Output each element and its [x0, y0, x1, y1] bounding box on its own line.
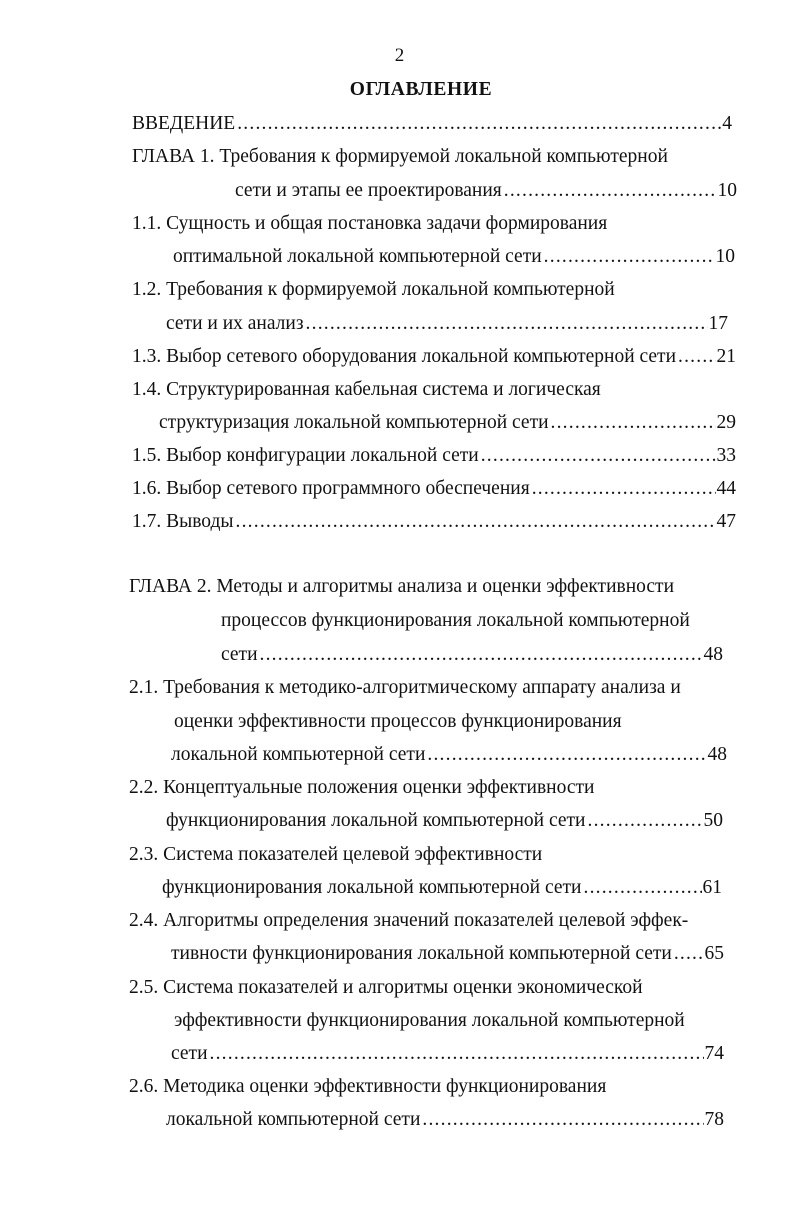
toc-entry-page: 33	[716, 445, 736, 466]
toc-section-2-1-line-2[interactable]: оценки эффективности процессов функционирования	[174, 711, 622, 732]
toc-entry-title: тивности функционирования локальной компьютерной сети	[171, 943, 672, 964]
toc-entry-page: 74	[704, 1043, 724, 1064]
leader-dots	[584, 876, 702, 900]
leader-dots	[551, 411, 716, 435]
toc-entry-page: 47	[716, 511, 736, 532]
toc-entry-intro[interactable]	[132, 112, 732, 136]
toc-entry-page: 48	[707, 744, 727, 765]
toc-chapter-2-line-2[interactable]: процессов функционирования локальной компьютерной	[221, 610, 690, 631]
toc-entry-page: 10	[717, 180, 737, 201]
toc-section-2-1-line-1[interactable]: 2.1. Требования к методико-алгоритмическому аппарату анализа и	[129, 677, 681, 698]
leader-dots	[504, 179, 717, 203]
toc-section-1-4-line-1[interactable]: 1.4. Структурированная кабельная система и логическая	[132, 379, 601, 400]
toc-chapter-2-line-3[interactable]	[221, 643, 723, 667]
toc-section-2-3-line-1[interactable]: 2.3. Система показателей целевой эффективности	[129, 844, 543, 865]
toc-section-2-6-line-2[interactable]	[166, 1108, 724, 1132]
toc-entry-title: ВВЕДЕНИЕ	[132, 113, 236, 134]
toc-entry-title: локальной компьютерной сети	[171, 744, 426, 765]
leader-dots	[237, 112, 721, 136]
toc-entry-title: локальной компьютерной сети	[166, 1109, 421, 1130]
toc-section-1-2-line-1[interactable]: 1.2. Требования к формируемой локальной компьютерной	[132, 279, 615, 300]
toc-entry-title: структуризация локальной компьютерной сети	[159, 412, 549, 433]
toc-entry-title: сети и этапы ее проектирования	[235, 180, 502, 201]
leader-dots	[544, 245, 715, 269]
toc-entry-page: 10	[715, 246, 735, 267]
toc-entry-page: 4	[722, 113, 732, 134]
toc-entry-page: 21	[716, 346, 736, 367]
toc-entry-page: 44	[716, 478, 736, 499]
leader-dots	[210, 1042, 704, 1066]
leader-dots	[260, 643, 703, 667]
toc-section-2-5-line-2[interactable]: эффективности функционирования локальной компьютерной	[174, 1010, 685, 1031]
toc-section-1-4-line-2[interactable]	[159, 411, 736, 435]
toc-section-2-2-line-1[interactable]: 2.2. Концептуальные положения оценки эффективности	[129, 777, 595, 798]
leader-dots	[427, 743, 706, 767]
toc-entry-page: 50	[703, 810, 723, 831]
leader-dots	[674, 942, 704, 966]
toc-entry-title: 1.7. Выводы	[132, 511, 234, 532]
toc-section-2-1-line-3[interactable]	[171, 743, 727, 767]
toc-entry-title: сети	[221, 644, 258, 665]
leader-dots	[306, 312, 708, 336]
leader-dots	[236, 510, 716, 534]
toc-entry-title: 1.5. Выбор конфигурации локальной сети	[132, 445, 479, 466]
toc-section-2-5-line-1[interactable]: 2.5. Система показателей и алгоритмы оценки экономической	[129, 977, 643, 998]
toc-section-2-4-line-2[interactable]	[171, 942, 724, 966]
toc-section-2-4-line-1[interactable]: 2.4. Алгоритмы определения значений показателей целевой эффек-	[129, 910, 689, 931]
page-number: 2	[394, 45, 405, 66]
toc-section-1-3[interactable]	[132, 345, 736, 369]
toc-entry-title: функционирования локальной компьютерной сети	[166, 810, 586, 831]
toc-section-2-2-line-2[interactable]	[166, 809, 723, 833]
toc-section-2-3-line-2[interactable]	[162, 876, 722, 900]
toc-entry-title: оптимальной локальной компьютерной сети	[173, 246, 542, 267]
toc-entry-page: 78	[704, 1109, 724, 1130]
toc-heading: ОГЛАВЛЕНИЕ	[349, 79, 493, 100]
toc-entry-page: 17	[708, 313, 728, 334]
toc-entry-page: 65	[704, 943, 724, 964]
toc-section-1-6[interactable]	[132, 477, 736, 501]
toc-section-1-1-line-2[interactable]	[173, 245, 735, 269]
toc-section-2-6-line-1[interactable]: 2.6. Методика оценки эффективности функционирования	[129, 1076, 607, 1097]
toc-section-2-5-line-3[interactable]	[171, 1042, 724, 1066]
toc-entry-title: сети	[171, 1043, 208, 1064]
leader-dots	[588, 809, 703, 833]
leader-dots	[422, 1108, 703, 1132]
toc-chapter-1-line-2[interactable]	[235, 179, 737, 203]
toc-entry-title: функционирования локальной компьютерной сети	[162, 877, 582, 898]
toc-entry-page: 29	[716, 412, 736, 433]
toc-section-1-5[interactable]	[132, 444, 736, 468]
leader-dots	[481, 444, 716, 468]
toc-entry-page: 61	[702, 877, 722, 898]
toc-chapter-2-line-1[interactable]: ГЛАВА 2. Методы и алгоритмы анализа и оценки эффективности	[129, 576, 675, 597]
toc-section-1-2-line-2[interactable]	[166, 312, 728, 336]
toc-entry-title: 1.3. Выбор сетевого оборудования локальной компьютерной сети	[132, 346, 677, 367]
toc-section-1-1-line-1[interactable]: 1.1. Сущность и общая постановка задачи формирования	[132, 213, 608, 234]
toc-section-1-7[interactable]	[132, 510, 736, 534]
leader-dots	[532, 477, 716, 501]
toc-entry-title: сети и их анализ	[166, 313, 304, 334]
toc-entry-title: 1.6. Выбор сетевого программного обеспечения	[132, 478, 530, 499]
leader-dots	[678, 345, 715, 369]
toc-chapter-1-line-1[interactable]: ГЛАВА 1. Требования к формируемой локальной компьютерной	[132, 146, 668, 167]
toc-entry-page: 48	[703, 644, 723, 665]
